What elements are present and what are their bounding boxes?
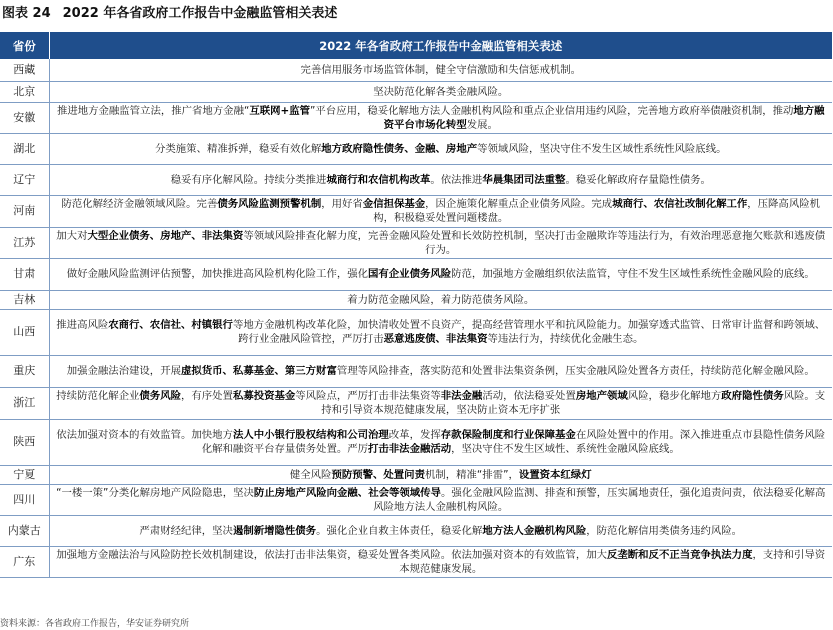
table-body — [0, 59, 832, 577]
province-cell: 宁夏 — [0, 465, 49, 484]
statement-emphasis: 反垄断和反不正当竞争执法力度 — [607, 548, 753, 561]
statement-text: 健全风险 — [289, 468, 332, 481]
province-cell: 广东 — [0, 546, 49, 577]
statement-text: 持续防范化解企业 — [56, 390, 140, 402]
statement-text: 着力防范金融风险，着力防范债务风险。 — [347, 293, 535, 306]
statement-emphasis: 地方政府隐性债务、金融、房地产 — [321, 142, 478, 155]
province-cell: 湖北 — [0, 133, 49, 164]
statement-cell — [49, 387, 832, 419]
statement-cell — [49, 81, 832, 102]
statement-emphasis: 打击非法金融活动 — [368, 443, 452, 455]
statement-cell — [49, 258, 832, 290]
province-cell: 山西 — [0, 309, 49, 355]
header-province: 省份 — [0, 32, 49, 59]
statement-text: 等风险点，严厉打击非法集资等 — [295, 390, 441, 402]
table-row — [0, 258, 832, 290]
regulation-table — [0, 32, 832, 578]
statement-emphasis: 预防预警、处置问责 — [331, 468, 425, 481]
province-cell: 浙江 — [0, 387, 49, 419]
table-row — [0, 546, 832, 577]
statement-text: 坚决防范化解各类金融风险。 — [373, 85, 509, 98]
statement-text: 管理等风险排查，落实防范和处置非法集资条例，压实金融风险处置各方责任，持续防范化解金融风险。 — [336, 365, 815, 377]
statement-cell — [49, 164, 832, 195]
statement-emphasis: 大型企业债务、房地产、非法集资 — [87, 229, 244, 242]
statement-text: ，支持和引导资本规范健康发展。 — [399, 548, 826, 575]
table-row — [0, 102, 832, 133]
statement-text: 在风险处置中的作用。深入推进重点市县隐性债务风险化解和融资平台存量债务处置。严厉 — [201, 429, 826, 455]
table-row — [0, 164, 832, 195]
statement-emphasis: 非法金融 — [440, 390, 483, 402]
statement-emphasis: 农商行、农信社、村镇银行 — [108, 319, 233, 331]
statement-text: ，防范化解信用类债务违约风险。 — [586, 524, 743, 537]
statement-text: 发展。 — [466, 118, 498, 131]
province-cell: 江苏 — [0, 227, 49, 258]
statement-emphasis: 地方法人金融机构风险 — [482, 524, 587, 537]
source-note: 资料来源：各省政府工作报告，华安证券研究所 — [0, 619, 190, 629]
statement-emphasis: 互联网+监管 — [249, 104, 311, 117]
statement-text: 防范，加强地方金融组织依法监管，守住不发生区域性系统性金融风险的底线。 — [451, 268, 815, 280]
table-row — [0, 59, 832, 81]
statement-cell — [49, 484, 832, 515]
statement-text: 风险。支持和引导资本规范健康发展，坚决防止资本无序扩张 — [321, 390, 826, 416]
statement-emphasis: 地方融资平台市场化转型 — [383, 104, 825, 131]
statement-text: “一楼一策”分类化解房地产风险隐患，坚决 — [56, 486, 254, 499]
statement-emphasis: 债务风险 — [139, 390, 181, 402]
statement-emphasis: 法人中小银行股权结构和公司治理 — [232, 429, 389, 441]
province-cell: 内蒙古 — [0, 515, 49, 546]
province-cell: 辽宁 — [0, 164, 49, 195]
statement-text: 等领域风险排查化解力度，完善金融风险处置和长效防控机制，坚决打击金融欺诈等违法行为，有效治理恶意拖欠账款和逃废债行为。 — [243, 229, 826, 256]
province-cell: 河南 — [0, 195, 49, 227]
table-row — [0, 419, 832, 465]
statement-text: 。强化金融风险监测、排查和预警，压实属地责任，强化追责问责，依法稳妥化解高风险地方法人金融机构风险。 — [373, 486, 826, 513]
table-row — [0, 195, 832, 227]
figure-label: 图表 24 — [2, 6, 51, 21]
statement-cell — [49, 465, 832, 484]
statement-cell — [49, 133, 832, 164]
statement-emphasis: 房地产领域 — [575, 390, 628, 402]
table-row — [0, 133, 832, 164]
statement-text: 。强化企业自救主体责任，稳妥化解 — [316, 524, 483, 537]
figure-title-text: 2022 年各省政府工作报告中金融监管相关表述 — [62, 6, 338, 21]
statement-cell — [49, 309, 832, 355]
figure-title — [0, 0, 833, 32]
statement-text: 分类施策、精准拆弹，稳妥有效化解 — [155, 142, 322, 155]
statement-text: 加强地方金融法治与风险防控长效机制建设，依法打击非法集资，稳妥处置各类风险。依法加强对资本的有效监管，加大 — [56, 548, 607, 561]
statement-cell — [49, 419, 832, 465]
statement-emphasis: 债务风险监测预警机制 — [217, 198, 322, 210]
table-row — [0, 227, 832, 258]
province-cell: 北京 — [0, 81, 49, 102]
statement-text: 依法加强对资本的有效监管。加快地方 — [56, 429, 233, 441]
statement-text: ，因企施策化解重点企业债务风险。完成 — [425, 198, 613, 210]
statement-text: ，坚决守住不发生区域性、系统性金融风险底线。 — [451, 443, 680, 455]
statement-text: 改革，发挥 — [388, 429, 441, 441]
statement-text: 机制，精准“排雷”， — [424, 468, 519, 481]
statement-cell — [49, 59, 832, 81]
statement-text: 完善信用服务市场监管体制，健全守信激励和失信惩戒机制。 — [300, 63, 582, 76]
statement-text: 稳妥有序化解风险。持续分类推进 — [170, 173, 327, 186]
table-row — [0, 465, 832, 484]
statement-text: 做好金融风险监测评估预警，加快推进高风险机构化险工作，强化 — [66, 268, 369, 280]
statement-cell — [49, 102, 832, 133]
statement-text: ”平台应用，稳妥化解地方法人金融机构风险和重点企业信用违约风险，完善地方政府举债融资机制，推动 — [310, 104, 794, 117]
statement-emphasis: 恶意逃废债、非法集资 — [383, 333, 488, 345]
table-row — [0, 81, 832, 102]
statement-text: 推进高风险 — [56, 319, 109, 331]
statement-text: ，用好省 — [321, 198, 363, 210]
table-row — [0, 484, 832, 515]
statement-cell — [49, 195, 832, 227]
statement-text: 。稳妥化解政府存量隐性债务。 — [565, 173, 711, 186]
province-cell: 甘肃 — [0, 258, 49, 290]
statement-text: ，有序处置 — [180, 390, 233, 402]
province-cell: 安徽 — [0, 102, 49, 133]
province-cell: 重庆 — [0, 355, 49, 387]
statement-emphasis: 虚拟货币、私募基金、第三方财富 — [180, 365, 337, 377]
statement-text: 防范化解经济金融领域风险。完善 — [61, 198, 218, 210]
statement-text: 活动，依法稳妥处置 — [482, 390, 576, 402]
statement-emphasis: 华晨集团司法重整 — [482, 173, 566, 186]
statement-text: 。依法推进 — [430, 173, 483, 186]
statement-text: 加强金融法治建设，开展 — [66, 365, 181, 377]
statement-text: 等地方金融机构改革化险，加快清收处置不良资产，提高经营管理水平和抗风险能力。加强穿透式监管、日常审计监督和跨领域、跨行业金融风险管控，严厉打击 — [232, 319, 826, 345]
statement-emphasis: 政府隐性债务 — [721, 390, 784, 402]
statement-text: 风险，稳步化解地方 — [627, 390, 722, 402]
table-row — [0, 387, 832, 419]
statement-cell — [49, 546, 832, 577]
table-row — [0, 355, 832, 387]
statement-text: 等违法行为，持续优化金融生态。 — [487, 333, 644, 345]
statement-emphasis: 城商行、农信社改制化解工作 — [612, 198, 748, 210]
statement-cell — [49, 515, 832, 546]
table-row — [0, 309, 832, 355]
statement-emphasis: 城商行和农信机构改革 — [326, 173, 431, 186]
statement-emphasis: 存款保险制度和行业保障基金 — [440, 429, 576, 441]
statement-emphasis: 金信担保基金 — [362, 198, 426, 210]
statement-emphasis: 私募投资基金 — [232, 390, 296, 402]
table-row — [0, 290, 832, 309]
statement-emphasis: 设置资本红绿灯 — [518, 468, 592, 481]
statement-emphasis: 遏制新增隐性债务 — [232, 524, 317, 537]
statement-text: ，压降高风险机构，积极稳妥处置问题楼盘。 — [373, 198, 820, 224]
statement-cell — [49, 290, 832, 309]
table-row — [0, 515, 832, 546]
table-header-row — [0, 32, 832, 59]
statement-cell — [49, 227, 832, 258]
province-cell: 四川 — [0, 484, 49, 515]
statement-emphasis: 防止房地产风险向金融、社会等领域传导 — [253, 486, 441, 499]
statement-emphasis: 国有企业债务风险 — [368, 268, 452, 280]
statement-text: 等领域风险，坚决守住不发生区域性系统性风险底线。 — [477, 142, 727, 155]
statement-text: 加大对 — [56, 229, 88, 242]
statement-text: 严肃财经纪律，坚决 — [139, 524, 233, 537]
header-statement: 2022 年各省政府工作报告中金融监管相关表述 — [49, 32, 832, 59]
province-cell: 西藏 — [0, 59, 49, 81]
statement-cell — [49, 355, 832, 387]
province-cell: 吉林 — [0, 290, 49, 309]
province-cell: 陕西 — [0, 419, 49, 465]
statement-text: 推进地方金融监管立法，推广省地方金融“ — [56, 104, 250, 117]
